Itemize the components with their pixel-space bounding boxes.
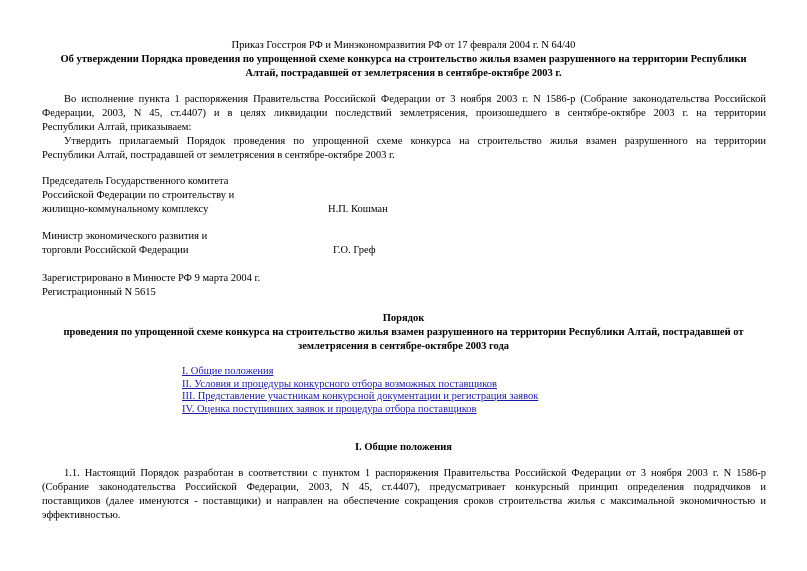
signatory1-title-line3: жилищно-коммунальному комплексу <box>42 204 209 215</box>
intro-line3: Республики Алтай, приказываем: <box>42 122 192 133</box>
order-subtitle-line2: землетрясения в сентябре-октябре 2003 года <box>298 341 509 352</box>
intro-paragraph <box>42 93 766 163</box>
toc-link-section2[interactable]: II. Условия и процедуры конкурсного отбора возможных поставщиков <box>182 378 497 390</box>
toc-link-section1[interactable]: I. Общие положения <box>182 366 274 377</box>
document-subtitle-line1: Об утверждении Порядка проведения по упрощенной схеме конкурса на строительство жилья взамен разрушенного на территории Республики <box>60 54 747 65</box>
intro-line2: Федерации, 2003, N 45, ст.4407) и в целях ликвидации последствий землетрясения, произошедшего в сентябре-октябре 2003 г. на территории <box>42 108 766 119</box>
section1-line1: 1.1. Настоящий Порядок разработан в соответствии с пунктом 1 распоряжения Правительства Российской Федерации от 3 ноября 2003 г. N 1586-р <box>64 468 766 479</box>
signatory1-title-line1: Председатель Государственного комитета <box>42 176 229 187</box>
table-of-contents <box>182 366 538 416</box>
signatory2-name: Г.О. Греф <box>333 245 376 256</box>
section1-heading: I. Общие положения <box>355 442 452 453</box>
section1-line3: поставщиков (далее именуются - поставщики) и направлен на обеспечение сокращения сроков строительства жилья с максимальной экономичностью и <box>42 496 766 507</box>
order-subtitle-line1: проведения по упрощенной схеме конкурса на строительство жилья взамен разрушенного на территории Республики Алтай, пострадавшей от <box>63 327 744 338</box>
section1-paragraph <box>42 467 766 523</box>
document-subtitle-line2: Алтай, пострадавшей от землетрясения в сентябре-октябре 2003 г. <box>245 68 562 79</box>
signatory1-title-line2: Российской Федерации по строительству и <box>42 190 235 201</box>
intro-line5: Республики Алтай, пострадавшей от землетрясения в сентябре-октябре 2003 г. <box>42 150 395 161</box>
section1-line2: (Собрание законодательства Российской Федерации, 2003, N 45, ст.4407), предусматривает конкурсный принцип определения подрядчиков и <box>42 482 766 493</box>
toc-link-section4[interactable]: IV. Оценка поступивших заявок и процедура отбора поставщиков <box>182 403 477 415</box>
registration-number: Регистрационный N 5615 <box>42 287 156 298</box>
order-title: Порядок <box>382 313 425 324</box>
document-title: Приказ Госстроя РФ и Минэкономразвития РФ от 17 февраля 2004 г. N 64/40 <box>231 40 576 51</box>
signatory2-title-line2: торговли Российской Федерации <box>42 245 189 256</box>
intro-line1: Во исполнение пункта 1 распоряжения Правительства Российской Федерации от 3 ноября 2003 г. N 1586-р (Собрание законодательства Российской <box>64 94 766 105</box>
registration-line1: Зарегистрировано в Минюсте РФ 9 марта 2004 г. <box>42 273 261 284</box>
signatory2-title-line1: Министр экономического развития и <box>42 231 208 242</box>
signatory1-name: Н.П. Кошман <box>328 204 388 215</box>
section1-line4: эффективностью. <box>42 510 121 521</box>
intro-line4: Утвердить прилагаемый Порядок проведения по упрощенной схеме конкурса на строительство жилья взамен разрушенного на территории <box>64 136 766 147</box>
toc-link-section3[interactable]: III. Представление участникам конкурсной документации и регистрация заявок <box>182 391 539 402</box>
